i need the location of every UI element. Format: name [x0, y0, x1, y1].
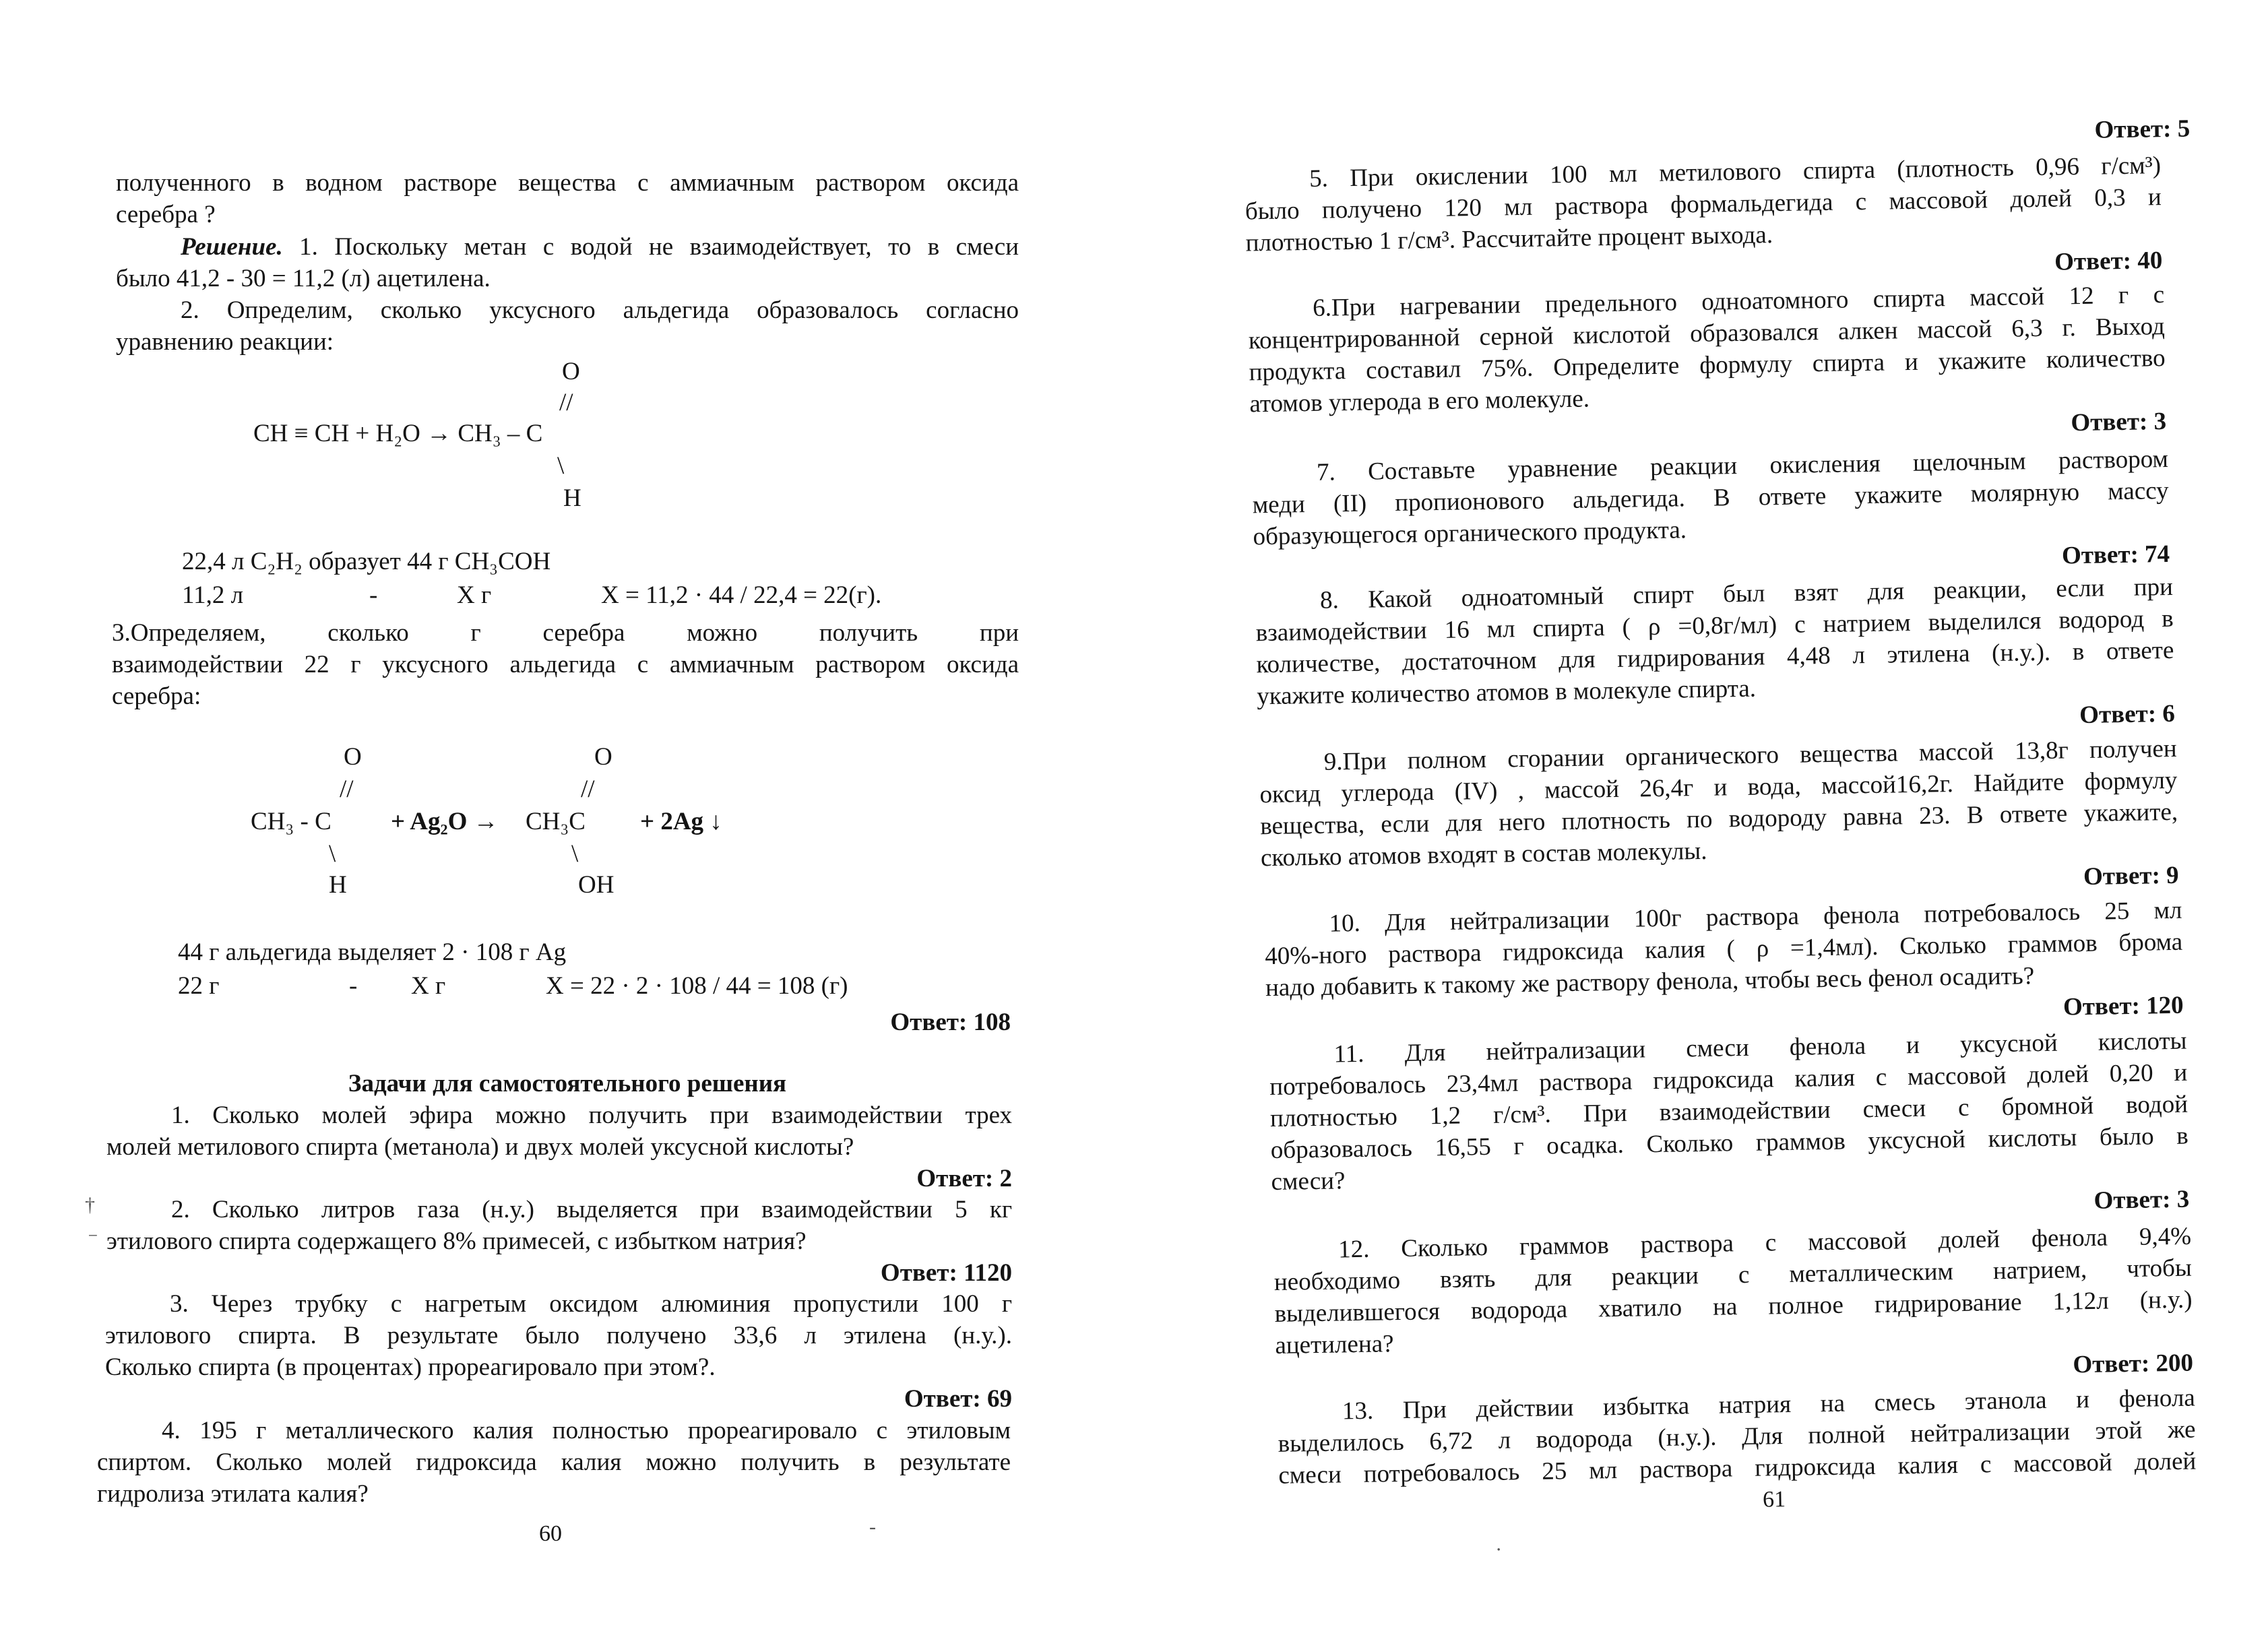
reagent-silver-oxide: + Ag₂O → — [391, 808, 499, 835]
text-line: выделилось 6,72 л водорода (н.у.). Для полной нейтрализации этой же — [1278, 1415, 2196, 1458]
solution-step3 — [112, 617, 1019, 712]
equation-main: CH ≡ CH + H₂O → CH₃ – C — [253, 420, 543, 447]
text-line: 7. Составьте уравнение реакции окисления щелочным раствором — [1316, 445, 2169, 486]
calc-dash: - — [349, 972, 358, 1000]
calc-result: X = 11,2 · 44 / 22,4 = 22(г). — [601, 581, 882, 609]
page-number: 60 — [539, 1521, 562, 1546]
scan-mark: † — [85, 1194, 95, 1216]
scan-mark: · — [1494, 1538, 1503, 1561]
calc-unknown: X г — [457, 581, 492, 609]
text-line: смеси потребовалось 25 мл раствора гидроксида калия с массовой долей — [1278, 1447, 2197, 1490]
answer-label: Ответ: 74 — [2061, 540, 2170, 570]
text-line: полученного в водном растворе вещества с аммиачным раствором оксида — [116, 169, 1019, 197]
answer-label: Ответ: 2 — [916, 1165, 1012, 1192]
hydrogen-atom: H — [563, 484, 581, 512]
text-line: сколько атомов входят в состав молекулы. — [1260, 837, 1707, 872]
page-number: 61 — [1762, 1487, 1786, 1512]
task-2 — [106, 1194, 1012, 1289]
text-line: 5. При окислении 100 мл метилового спирта (плотность 0,96 г/см³) — [1309, 152, 2162, 193]
solution-label: Решение. — [181, 233, 283, 261]
answer-label: Ответ: 200 — [2073, 1349, 2194, 1379]
task-13 — [1278, 1382, 2197, 1492]
text-line: 6.При нагревании предельного одноатомного спирта массой 12 г с — [1312, 281, 2165, 322]
text-line: взаимодействии 16 мл спирта ( ρ =0,8г/мл) с натрием выделился водород в — [1255, 604, 2174, 647]
text-line: оксид углерода (IV) , массой 26,4г и вода, массой16,2г. Найдите формулу — [1259, 766, 2178, 809]
text-line: вещества, если для него плотность по водороду равна 23. В ответе укажите, — [1259, 798, 2178, 841]
right-page — [1134, 0, 2268, 1631]
text-line: 12. Сколько граммов раствора с массовой долей фенола 9,4% — [1337, 1222, 2192, 1264]
text-line: 4. 195 г металлического калия полностью прореагировало с этиловым — [162, 1417, 1011, 1444]
text-line: ацетилена? — [1275, 1330, 1394, 1360]
single-bond: \ — [571, 840, 579, 868]
text-line: взаимодействии 22 г уксусного альдегида с аммиачным раствором оксида — [112, 651, 1019, 678]
text-line: меди (II) пропионового альдегида. В ответе укажите молярную массу — [1252, 476, 2169, 519]
scan-mark: ⁻ — [88, 1228, 98, 1250]
double-bond: // — [340, 775, 354, 803]
answer-label: Ответ: 3 — [2093, 1185, 2190, 1215]
carbonyl-oxygen: O — [344, 743, 362, 771]
text-line: 1. Сколько молей эфира можно получить при взаимодействии трех — [171, 1101, 1012, 1129]
task-9 — [1259, 733, 2179, 905]
text-line: атомов углерода в его молекуле. — [1249, 385, 1590, 418]
text-line: 10. Для нейтрализации 100г раствора фенола потребовалось 25 мл — [1329, 896, 2182, 938]
text-line: 2. Определим, сколько уксусного альдегида образовалось согласно — [181, 296, 1019, 324]
calc-value: 11,2 л — [182, 581, 244, 609]
calc-line: 44 г альдегида выделяет 2 · 108 г Ag — [178, 938, 567, 966]
answer-label: Ответ: 1120 — [880, 1259, 1012, 1287]
calc-value: 22 г — [178, 972, 220, 1000]
text-line: гидролиза этилата калия? — [97, 1480, 369, 1508]
text-line: 40%-ного раствора гидроксида калия ( ρ =1,4мл). Сколько граммов брома — [1265, 928, 2183, 971]
intro-paragraph — [116, 167, 1019, 230]
answer-label: Ответ: 6 — [2079, 699, 2176, 730]
task-11 — [1269, 1025, 2189, 1229]
text-line: молей метилового спирта (метанола) и двух молей уксусной кислоты? — [106, 1133, 854, 1161]
hydroxyl-group: OH — [578, 871, 615, 899]
text-line: потребовалось 23,4мл раствора гидроксида калия с массовой долей 0,20 и — [1269, 1058, 2188, 1101]
text-line: этилового спирта содержащего 8% примесей, с избытком натрия? — [106, 1227, 807, 1255]
text-line: Сколько спирта (в процентах) прореагировало при этом?. — [105, 1353, 716, 1381]
section-heading: Задачи для самостоятельного решения — [348, 1070, 787, 1097]
product-silver: + 2Ag ↓ — [640, 808, 722, 835]
solution-step1 — [116, 231, 1019, 294]
text-line: 9.При полном сгорании органического вещества массой 13,8г получен — [1323, 734, 2177, 776]
text-line: продукта составил 75%. Определите формулу спирта и укажите количество — [1249, 344, 2166, 387]
text-line: укажите количество атомов в молекуле спирта. — [1256, 674, 1757, 711]
text-line: концентрированной серной кислотой образовался алкен массой 6,3 г. Выход — [1248, 313, 2166, 355]
text-line: уравнению реакции: — [116, 328, 334, 356]
task-5 — [1245, 150, 2163, 290]
text-line: необходимо взять для реакции с металлическим натрием, чтобы — [1273, 1254, 2193, 1296]
task-12 — [1273, 1221, 2194, 1393]
answer-label: Ответ: 5 — [2094, 115, 2191, 144]
answer-label: Ответ: 69 — [904, 1385, 1012, 1413]
text-line: 1. Поскольку метан с водой не взаимодействует, то в смеси — [299, 233, 1019, 261]
text-line: надо добавить к такому же раствору фенола, чтобы весь фенол осадить? — [1265, 962, 2035, 1002]
task-1 — [106, 1099, 1012, 1194]
answer-label: Ответ: 3 — [2071, 408, 2167, 437]
answer-label: Ответ: 108 — [890, 1009, 1011, 1036]
text-line: 11. Для нейтрализации смеси фенола и уксусной кислоты — [1333, 1027, 2187, 1068]
text-line: 3. Через трубку с нагретым оксидом алюминия пропустили 100 г — [170, 1290, 1012, 1318]
scan-mark: ‐ — [869, 1516, 876, 1538]
task-3 — [105, 1288, 1012, 1415]
text-line: образующегося органического продукта. — [1253, 516, 1687, 551]
text-line: 13. При действии избытка натрия на смесь этанола и фенола — [1342, 1384, 2196, 1426]
calc-unknown: X г — [411, 972, 446, 1000]
calc-result: X = 22 · 2 · 108 / 44 = 108 (г) — [546, 972, 848, 1000]
carbonyl-oxygen: O — [594, 743, 612, 771]
text-line: было получено 120 мл раствора формальдегида с массовой долей 0,3 и — [1245, 183, 2162, 226]
text-line: 2. Сколько литров газа (н.у.) выделяется при взаимодействии 5 кг — [171, 1196, 1012, 1223]
answer-label: Ответ: 120 — [2062, 991, 2184, 1021]
text-line: спиртом. Сколько молей гидроксида калия можно получить в результате — [97, 1448, 1011, 1476]
text-line: количестве, достаточном для гидрирования 4,48 л этилена (н.у.). в ответе — [1256, 636, 2174, 679]
text-line: плотностью 1 г/см³. Рассчитайте процент выхода. — [1245, 221, 1773, 257]
single-bond: \ — [329, 840, 336, 868]
calc-dash: - — [369, 581, 378, 609]
text-line: плотностью 1,2 г/см³. При взаимодействии смеси с бромной водой — [1269, 1090, 2188, 1133]
answer-label: Ответ: 40 — [2054, 247, 2163, 276]
solution-step2 — [116, 294, 1019, 358]
calc-line: 22,4 л C₂H₂ образует 44 г CH₃COH — [182, 548, 551, 575]
hydrogen-atom: H — [329, 871, 347, 899]
text-line: 8. Какой одноатомный спирт был взят для реакции, если при — [1319, 573, 2174, 614]
answer-label: Ответ: 9 — [2083, 861, 2179, 891]
text-line: выделившегося водорода хватило на полное гидрирование 1,12л (н.у.) — [1274, 1285, 2193, 1328]
text-line: серебра ? — [116, 201, 216, 228]
text-line: 3.Определяем, сколько г серебра можно получить при — [112, 619, 1019, 647]
task-7 — [1252, 443, 2170, 584]
text-line: смеси? — [1271, 1167, 1346, 1196]
product-acid: CH₃C — [526, 808, 586, 835]
single-bond: \ — [557, 452, 565, 480]
task-4 — [97, 1415, 1011, 1510]
double-bond: // — [581, 775, 595, 803]
double-bond: // — [559, 389, 573, 416]
text-line: было 41,2 - 30 = 11,2 (л) ацетилена. — [116, 265, 491, 292]
text-line: образовалось 16,55 г осадка. Сколько граммов уксусной кислоты было в — [1270, 1122, 2188, 1165]
text-line: этилового спирта. В результате было получено 33,6 л этилена (н.у.). — [105, 1322, 1012, 1349]
text-line: серебра: — [112, 682, 201, 710]
reactant-aldehyde: CH₃ - C — [251, 808, 332, 835]
task-10 — [1264, 895, 2184, 1035]
carbonyl-oxygen: O — [562, 358, 580, 385]
task-8 — [1255, 571, 2176, 744]
task-6 — [1248, 279, 2167, 451]
